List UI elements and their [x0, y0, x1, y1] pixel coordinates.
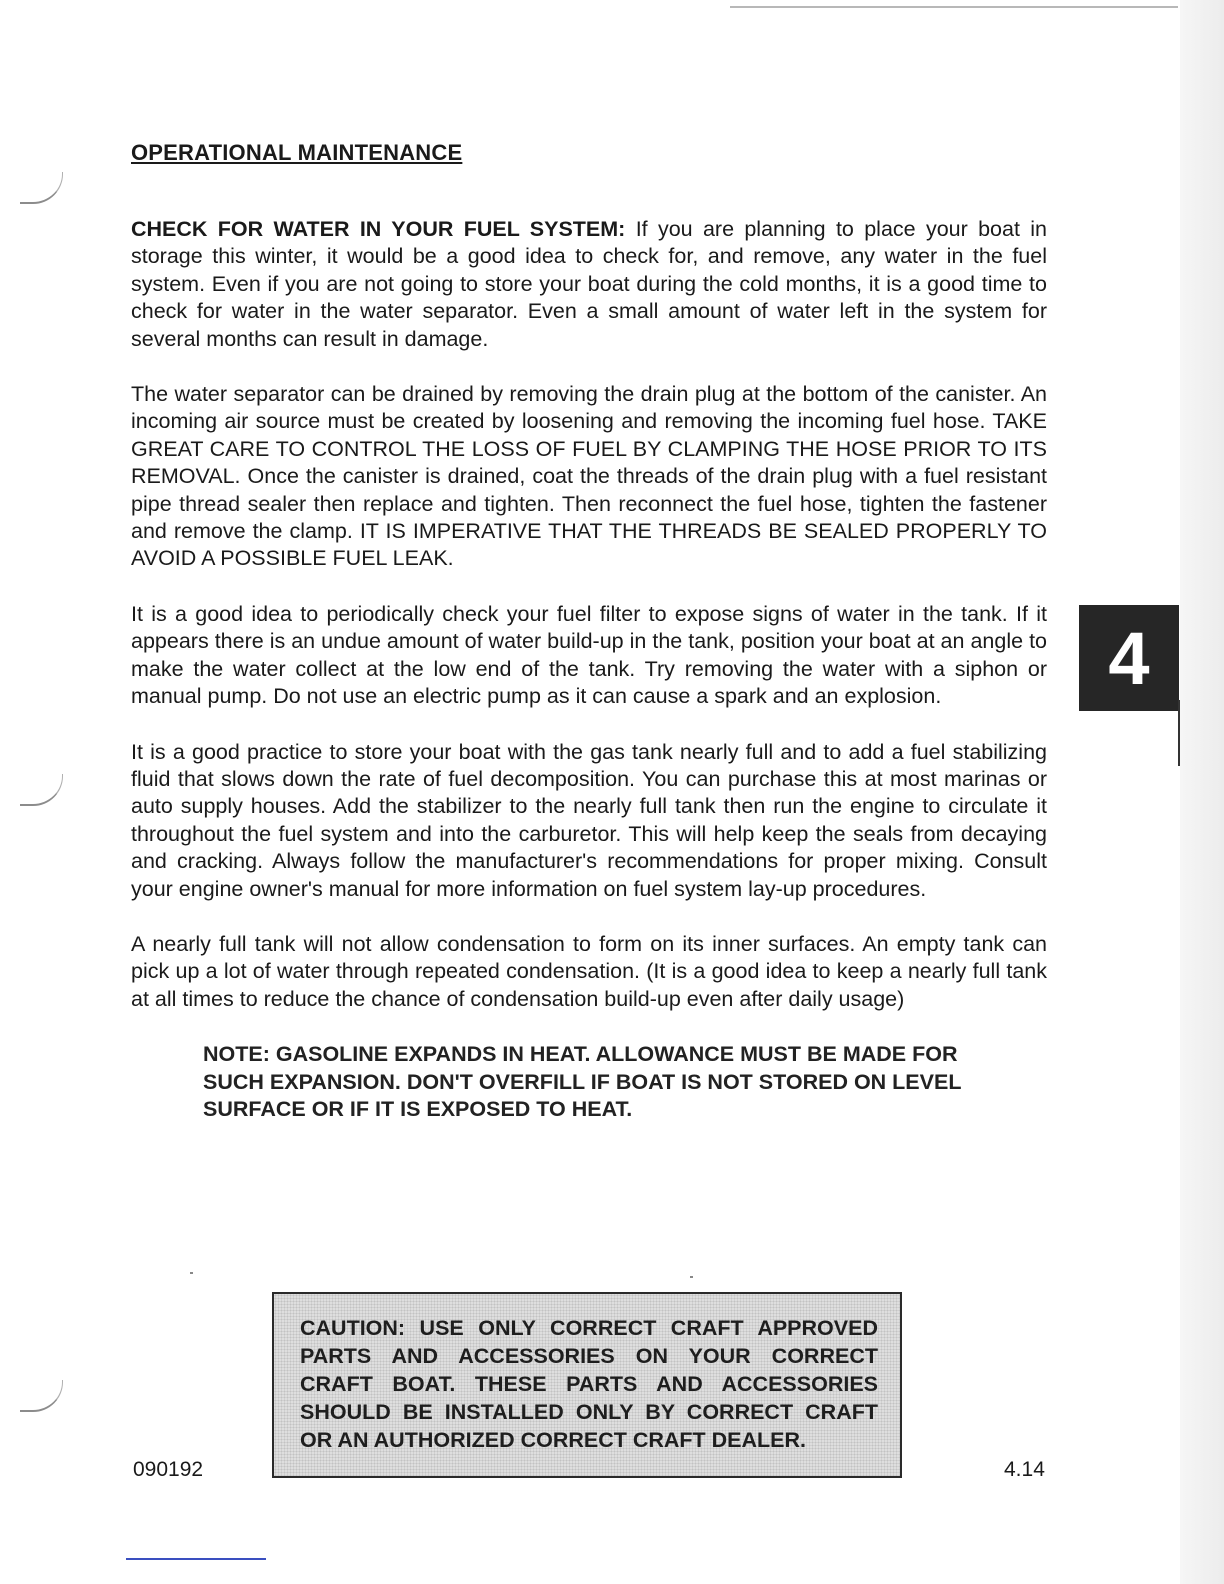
section-heading: OPERATIONAL MAINTENANCE: [131, 140, 463, 165]
paragraph-storage-practice: It is a good practice to store your boat with the gas tank nearly full and to add a fuel stabilizing fluid that slows down the rate of fuel decomposition. You can purchase this at most marinas or auto supply houses. Add the stabilizer to the nearly full tank then run the engine to circulate it throughout the fuel system and into the carburetor. This will help keep the seals from decaying and cracking. Always follow the manufacturer's recommendations for proper mixing. Consult your engine owner's manual for more information on fuel system lay-up procedures.: [131, 739, 1047, 901]
document-code: 090192: [133, 1458, 204, 1481]
page-number: 4.14: [1004, 1458, 1045, 1481]
paragraph-condensation: A nearly full tank will not allow condensation to form on its inner surfaces. An empty tank can pick up a lot of water through repeated condensation. (It is a good idea to keep a nearly full tank at all times to reduce the chance of condensation build-up even after daily usage): [131, 931, 1047, 1011]
binder-hole-middle: [20, 774, 63, 806]
paragraph-lead-heading: CHECK FOR WATER IN YOUR FUEL SYSTEM:: [131, 217, 626, 241]
paragraph-separator-draining: The water separator can be drained by removing the drain plug at the bottom of the canister. An incoming air source must be created by loosening and removing the incoming fuel hose. TAKE GREAT CARE TO CONTROL THE LOSS OF FUEL BY CLAMPING THE HOSE PRIOR TO ITS REMOVAL. Once the canister is drained, coat the threads of the drain plug with a fuel resistant pipe thread sealer then replace and tighten. Then reconnect the fuel hose, tighten the fastener and remove the clamp. IT IS IMPERATIVE THAT THE THREADS BE SEALED PROPERLY TO AVOID A POSSIBLE FUEL LEAK.: [131, 382, 1047, 571]
scan-speck: [190, 1272, 193, 1274]
binder-hole-top: [20, 172, 63, 204]
page-edge-shade: [1180, 0, 1224, 1584]
chapter-tab-edge: [1178, 700, 1180, 766]
bottom-edge-mark: [126, 1558, 266, 1560]
paragraph-text: If you are planning to place your boat in storage this winter, it would be a good idea to check for, and remove, any water in the fuel system. Even if you are not going to store your boat during the cold months, it is a good time to check for water in the water separator. Even a small amount of water left in the system for several months can result in damage.: [131, 217, 1047, 351]
paragraph-fuel-filter: It is a good idea to periodically check your fuel filter to expose signs of water in the tank. If it appears there is an undue amount of water build-up in the tank, position your boat at an angle to make the water collect at the low end of the tank. Try removing the water with a siphon or manual pump. Do not use an electric pump as it can cause a spark and an explosion.: [131, 601, 1047, 709]
scan-speck: [690, 1276, 693, 1278]
top-edge-rule: [730, 6, 1178, 8]
body-content: [131, 216, 1047, 1123]
gasoline-note: NOTE: GASOLINE EXPANDS IN HEAT. ALLOWANCE MUST BE MADE FOR SUCH EXPANSION. DON'T OVERFILL IF BOAT IS NOT STORED ON LEVEL SURFACE OR IF IT IS EXPOSED TO HEAT.: [203, 1042, 962, 1121]
binder-hole-bottom: [20, 1380, 63, 1412]
caution-text: CAUTION: USE ONLY CORRECT CRAFT APPROVED PARTS AND ACCESSORIES ON YOUR CORRECT CRAFT BOAT. THESE PARTS AND ACCESSORIES SHOULD BE INSTALLED ONLY BY CORRECT CRAFT OR AN AUTHORIZED CORRECT CRAFT DEALER.: [300, 1316, 878, 1452]
paragraph-water-check: [131, 216, 1047, 353]
chapter-tab-marker: 4: [1079, 605, 1179, 711]
caution-box: [272, 1292, 902, 1478]
